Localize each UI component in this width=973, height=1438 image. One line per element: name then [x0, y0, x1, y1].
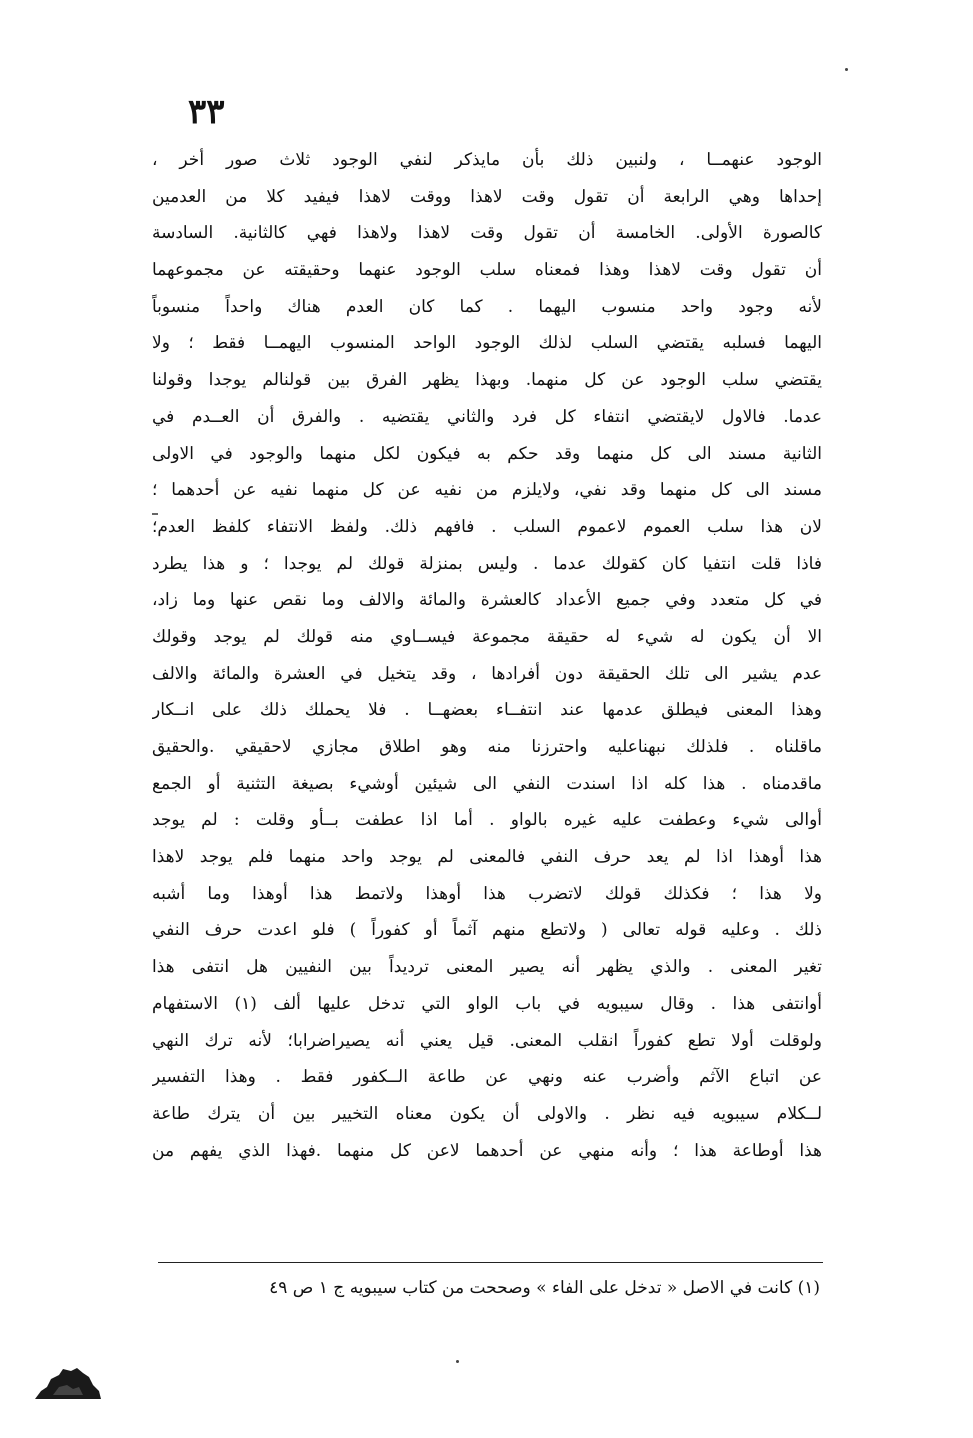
text-line: تغير المعنى . والذي يظهر أنه يصير المعنى ترديداً بين النفيين هل انتفى هذا	[152, 957, 822, 978]
text-line: عدم يشير الى تلك الحقيقة دون أفرادها ، وقد يتخيل في العشرة والمائة والالف	[152, 663, 822, 684]
text-line: الثانية مسند الى كل منهما وقد حكم به فيكون لكل منهما والوجود في الاولى	[152, 443, 822, 464]
text-line: ماقدمناه . هذا كله اذا اسندت النفي الى شيئين أوشيء بصيغة التثنية أو الجمع	[152, 773, 822, 794]
footnote-divider	[158, 1262, 823, 1263]
text-line: ذلك . وعليه قوله تعالى ( ولاتطع منهم آثماً أو كفوراً ) فلو اعدت حرف النفي	[152, 920, 822, 941]
text-line: عن اتباع الآثم وأضرب عنه ونهي عن طاعة الــكفور فقط . وهذا التفسير	[152, 1067, 822, 1088]
text-line: عدما. فالاول لايقتضي انتفاء كل فرد والثاني يقتضيه . والفرق أن العــدم في	[152, 406, 822, 427]
ink-smudge	[33, 1365, 103, 1403]
page-number: ٣٣	[188, 92, 225, 132]
page-speck	[456, 1360, 459, 1363]
text-line: اليهما فسلبه يقتضي السلب لذلك الوجود الواحد المنسوب اليهمــا فقط ؛ ولا	[152, 333, 822, 354]
text-line: الا أن يكون له شيء له حقيقة مجموعة فيســاوي منه قولك لم يوجد وقولك	[152, 626, 822, 647]
text-line: لأنه وجود واحد منسوب اليهما . كما كان العدم هناك واحداً منسوباً	[152, 296, 822, 317]
text-line: إحداها وهي الرابعة أن تقول وقت لاهذا ووقت لاهذا فيفيد كلا من العدمين	[152, 186, 822, 207]
margin-mark	[152, 513, 158, 515]
main-text	[152, 142, 822, 1169]
text-line: كالصورة الأولى. الخامسة أن تقول وقت لاهذا ولاهذا فهي كالثانية. السادسة	[152, 223, 822, 244]
text-line: ولوقلت أولا تطع كفوراً انقلب المعنى. قيل يعني أنه يصيراضرابا؛ لأنه ترك النهي	[152, 1030, 822, 1051]
text-line: هذا أوطاعة هذا ؛ وأنه منهي عن أحدهما لاعن كل منهما .فهذا الذي يفهم من	[152, 1140, 822, 1161]
text-line: لان هذا سلب العموم لاعموم السلب . فافهم ذلك. ولفظ الانتفاء كلفظ العدم؛	[152, 516, 822, 537]
text-line: يقتضي سلب الوجود عن كل منهما. وبهذا يظهر الفرق بين قولنالم يوجدا وقولنا	[152, 370, 822, 391]
text-line: لــكلام سيبويه فيه نظر . والاولى أن يكون معناه التخيير بين أن يترك طاعة	[152, 1103, 822, 1124]
text-line: مسند الى كل منهما وقد نفي، ولايلزم من نفيه عن كل منهما نفيه عن أحدهما ؛	[152, 480, 822, 501]
text-line: هذا أوهذا اذا لم يعد حرف النفي فالمعنى لم يوجد واحد منهما فلم يوجد لاهذا	[152, 847, 822, 868]
text-line: في كل متعدد وفي جميع الأعداد كالعشرة والمائة والالف وما نقص عنها وما زاد،	[152, 590, 822, 611]
text-line: وهذا المعنى فيطلق عدمها عند انتفــاء بعضهــا . فلا يحملك ذلك على انــكار	[152, 700, 822, 721]
text-line: أوالى شيء وعطفت عليه غيره بالواو . أما اذا عطفت بــأو وقلت : لم يوجد	[152, 810, 822, 831]
text-line: ولا هذا ؛ فكذلك قولك لاتضرب هذا أوهذا ولاتمط هذا أوهذا وما أشبه	[152, 883, 822, 904]
text-line: الوجود عنهمــا ، ولنبين ذلك بأن مايذكر لنفي الوجود ثلاث صور أخر ،	[152, 150, 822, 170]
text-line: ماقلناه . فلذلك نبهناعليه واحترزنا منه وهو اطلاق مجازي لاحقيقي .والحقيق	[152, 737, 822, 757]
text-line: أوانتفى هذا . وقال سيبويه في باب الواو التي تدخل عليها ألف (١) الاستفهام	[152, 993, 822, 1014]
text-line: فاذا قلت انتفيا كان كقولك عدما . وليس بمنزلة قولك لم يوجدا ؛ و هذا يطرد	[152, 553, 822, 574]
page-speck	[845, 68, 848, 71]
footnote: (١) كانت في الاصل « تدخل على الفاء » وصححت من كتاب سيبويه ج ١ ص ٤٩	[269, 1278, 820, 1298]
text-line: أن تقول وقت لاهذا وهذا فمعناه سلب الوجود عنهما وحقيقته عن مجموعهما	[152, 260, 822, 281]
